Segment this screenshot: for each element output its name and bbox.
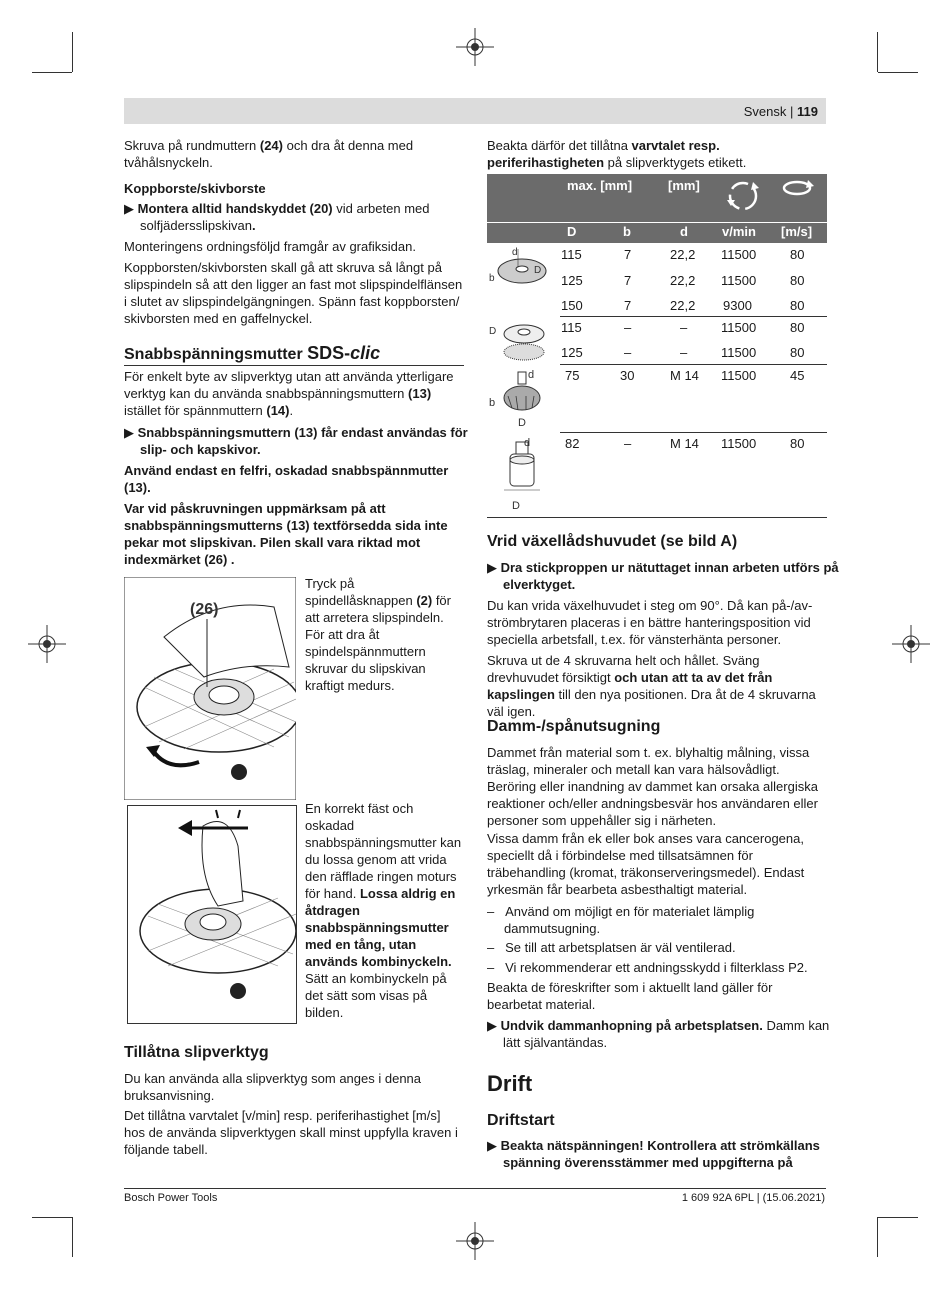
table-cell: 115	[561, 320, 582, 335]
cup-brush-icon	[488, 366, 556, 432]
figure-caption	[305, 800, 465, 1021]
grinder-release-illustration	[128, 806, 296, 1023]
registration-mark	[28, 625, 66, 663]
col-ms: [m/s]	[781, 224, 813, 239]
table-cell: 11500	[721, 320, 757, 335]
col-d: d	[680, 224, 688, 239]
table-cell: 80	[790, 345, 805, 360]
dash-text: Använd om möjligt en för materialet lämplig dammutsugning.	[504, 904, 755, 936]
bullet-text: Beakta nätspänningen! Kontrollera att strömkällans spänning överensstämmer med uppgifterna på	[500, 1138, 820, 1170]
bullet-bold: Undvik dammanhopning på arbetsplatsen.	[500, 1018, 763, 1033]
table-cell: 7	[624, 247, 632, 262]
col-vmin: v/min	[722, 224, 756, 239]
svg-text:b: b	[489, 273, 495, 284]
table-header	[487, 174, 827, 222]
warning-bullet: ▶ Montera alltid handskyddet (20) vid arbeten med solfjädersslipskivan.	[124, 201, 430, 233]
paragraph: Koppborsten/skivborsten skall gå att skruva så långt på slipspindeln så att den ligger an fast mot slipspindelflänsen i slutet av slipspindelgängningen. Spänn fast koppborsten/ skivborsten med en gaffelnyckel.	[124, 260, 463, 326]
col-b: b	[623, 224, 631, 239]
table-cell: 11500	[721, 247, 757, 262]
registration-mark	[892, 625, 930, 663]
paragraph-text: Skruva ut de 4 skruvarna helt och hållet. Sväng drevhuvudet försiktigt	[487, 653, 760, 685]
figure-caption: Tryck på spindellåsknappen (2) för att arretera slipspindeln. För att dra åt spindelspännmuttern skruvar du slipskivan kraftigt medurs.	[305, 576, 451, 693]
table-cell: 11500	[721, 273, 757, 288]
grinding-disc-icon	[488, 243, 556, 313]
crop-mark	[877, 1217, 878, 1257]
table-cell: 7	[624, 298, 632, 313]
table-cell: 22,2	[670, 298, 696, 313]
dash-item: – Vi rekommenderar ett andningsskydd i filterklass P2.	[487, 960, 808, 975]
divider	[124, 365, 464, 366]
table-divider	[560, 316, 827, 317]
registration-mark	[456, 28, 494, 66]
table-cell: 22,2	[670, 273, 696, 288]
paragraph: Vissa damm från ek eller bok anses vara cancerogena, speciellt då i förbindelse med tillsatsämnen för träbehandling (kromat, träkonserveringsmedel). Endast yrkesmän får bearbeta asbesthaltigt material.	[487, 831, 805, 897]
table-cell: 22,2	[670, 247, 696, 262]
caption-text: Sätt an kombinyckeln på det sätt som visas på bilden.	[305, 971, 447, 1020]
dash-text: Se till att arbetsplatsen är väl ventilerad.	[505, 940, 736, 955]
crop-mark	[32, 72, 72, 73]
svg-text:D: D	[518, 417, 526, 429]
section-title-tillatna: Tillåtna slipverktyg	[124, 1044, 269, 1061]
svg-text:d: d	[524, 437, 531, 449]
peripheral-speed-icon	[780, 178, 814, 198]
crop-mark	[878, 72, 918, 73]
figure-quick-nut-tighten	[124, 577, 296, 800]
table-cell: 115	[561, 247, 582, 262]
section-title-driftstart: Driftstart	[487, 1112, 555, 1129]
warning-bullet: ▶ Undvik dammanhopning på arbetsplatsen. Damm kan lätt självantändas.	[487, 1018, 830, 1050]
header-bar	[124, 98, 826, 124]
table-divider	[560, 432, 827, 433]
table-cell: 80	[790, 320, 805, 335]
dash-item: – Se till att arbetsplatsen är väl ventilerad.	[487, 940, 736, 955]
table-cell: 30	[620, 368, 635, 383]
table-cell: M 14	[670, 436, 699, 451]
paragraph: Skruva på rundmuttern (24) och dra åt denna med tvåhålsnyckeln.	[124, 138, 414, 170]
section-title-damm: Damm-/spånutsugning	[487, 718, 661, 735]
section-title-drift: Drift	[487, 1071, 533, 1096]
paragraph: Monteringens ordningsföljd framgår av grafiksidan.	[124, 239, 416, 254]
flap-disc-icon	[488, 318, 556, 364]
table-cell: 125	[561, 345, 583, 360]
table-cell: 80	[790, 436, 805, 451]
bullet-text: Dra stickproppen ur nätuttaget innan arbeten utförs på elverktyget.	[500, 560, 839, 592]
table-cell: 150	[561, 298, 583, 313]
footer-brand: Bosch Power Tools	[124, 1192, 218, 1204]
table-divider	[560, 364, 827, 365]
table-header-mm: [mm]	[668, 178, 700, 193]
caption-warning: Lossa aldrig en åtdragen snabbspänningsmutter med en tång, utan används kombinyckeln.	[305, 886, 456, 969]
svg-text:d: d	[528, 369, 535, 381]
bullet-text: Snabbspänningsmuttern (13) får endast användas för slip- och kapskivor.	[137, 425, 468, 457]
table-cell: M 14	[670, 368, 699, 383]
dash-item: – Använd om möjligt en för materialet lämplig dammutsugning.	[487, 904, 755, 936]
crop-mark	[878, 1217, 918, 1218]
paragraph-text: till den nya positionen. Dra åt de 4 skruvarna väl igen.	[487, 687, 816, 719]
table-cell: 80	[790, 298, 805, 313]
figure-quick-nut-release	[127, 805, 297, 1024]
paragraph: För enkelt byte av slipverktyg utan att använda ytterligare verktyg kan du använda snabbspänningsmuttern (13) istället för spännmuttern (14).	[124, 369, 454, 418]
subheading-koppborste: Koppborste/skivborste	[124, 181, 266, 196]
header-language: Svensk	[743, 104, 787, 119]
bullet-text: Damm kan lätt självantändas.	[503, 1018, 830, 1050]
page-number: 119	[797, 104, 818, 119]
table-cell: 11500	[721, 436, 757, 451]
col-D: D	[567, 224, 577, 239]
paragraph: Du kan vrida växelhuvudet i steg om 90°. Då kan på-/av-strömbrytaren placeras i en bättre hanteringsposition vid speciella arbetsfall, t.ex. för vänsterhänta personer.	[487, 598, 813, 647]
table-cell: 82	[565, 436, 580, 451]
rotation-speed-icon	[723, 176, 763, 216]
table-subheader	[487, 222, 827, 243]
bold-notice: Använd endast en felfri, oskadad snabbspännmutter (13).	[124, 463, 449, 495]
table-cell: –	[624, 320, 632, 335]
paragraph: Beakta därför det tillåtna varvtalet resp. periferihastigheten på slipverktygets etikett.	[487, 138, 747, 170]
crop-mark	[72, 32, 73, 72]
table-cell: 11500	[721, 345, 757, 360]
table-cell: 125	[561, 273, 583, 288]
svg-text:b: b	[489, 397, 496, 409]
index-mark-label: (26)	[190, 601, 219, 618]
table-cell: –	[680, 320, 688, 335]
table-header-max: max. [mm]	[567, 178, 633, 193]
crop-mark	[32, 1217, 72, 1218]
crop-mark	[72, 1217, 73, 1257]
table-cell: –	[624, 436, 632, 451]
table-cell: 80	[790, 273, 805, 288]
svg-text:d: d	[512, 247, 518, 258]
warning-bullet: ▶ Snabbspänningsmuttern (13) får endast användas för slip- och kapskivor.	[124, 425, 468, 457]
svg-text:D: D	[512, 500, 520, 512]
page-header: Svensk | 119	[743, 104, 818, 119]
warning-bullet: ▶ Beakta nätspänningen! Kontrollera att strömkällans spänning överensstämmer med uppgifterna på	[487, 1138, 820, 1170]
caption-text: En korrekt fäst och oskadad snabbspänningsmutter kan du lossa genom att vrida den räfflade ringen moturs för hand.	[305, 801, 462, 901]
footer-doc-id: 1 609 92A 6PL | (15.06.2021)	[681, 1192, 825, 1204]
svg-text:D: D	[534, 265, 542, 276]
table-cell: –	[624, 345, 632, 360]
paragraph: Beakta de föreskrifter som i aktuellt land gäller för bearbetat material.	[487, 980, 773, 1012]
disc-brush-icon	[488, 434, 556, 514]
footer-rule	[124, 1188, 826, 1189]
paragraph: Dammet från material som t. ex. blyhaltig målning, vissa träslag, mineraler och metall kan vara hälsovådligt. Beröring eller inandning av dammet kan orsaka allergiska reaktioner och/eller andningsbesvär hos användaren eller personer som uppehåller sig i närheten.	[487, 745, 818, 828]
table-cell: 7	[624, 273, 632, 288]
dash-text: Vi rekommenderar ett andningsskydd i filterklass P2.	[505, 960, 808, 975]
paragraph: Du kan använda alla slipverktyg som anges i denna bruksanvisning.	[124, 1071, 422, 1103]
paragraph-bold: och utan att ta av det från kapslingen	[487, 670, 773, 702]
paragraph: Det tillåtna varvtalet [v/min] resp. periferihastighet [m/s] hos de använda slipverktygen skall minst uppfylla kraven i följande tabell.	[124, 1108, 458, 1157]
table-cell: 9300	[723, 298, 752, 313]
section-title-sds: Snabbspänningsmutter SDS-clic	[124, 343, 381, 363]
table-bottom-rule	[487, 517, 827, 518]
bold-notice: Var vid påskruvningen uppmärksam på att snabbspänningsmutterns (13) textförsedda sida inte pekar mot slipskivan. Pilen skall vara riktad mot indexmärket (26) .	[124, 501, 448, 567]
registration-mark	[456, 1222, 494, 1260]
section-title-vrid: Vrid växellådshuvudet (se bild A)	[487, 533, 738, 550]
crop-mark	[877, 32, 878, 72]
table-cell: 11500	[721, 368, 757, 383]
table-cell: 80	[790, 247, 805, 262]
table-cell: 75	[565, 368, 580, 383]
table-cell: –	[680, 345, 688, 360]
svg-text:D: D	[489, 326, 497, 337]
table-cell: 45	[790, 368, 805, 383]
warning-bullet: ▶ Dra stickproppen ur nätuttaget innan arbeten utförs på elverktyget.	[487, 560, 839, 592]
paragraph	[487, 652, 827, 720]
